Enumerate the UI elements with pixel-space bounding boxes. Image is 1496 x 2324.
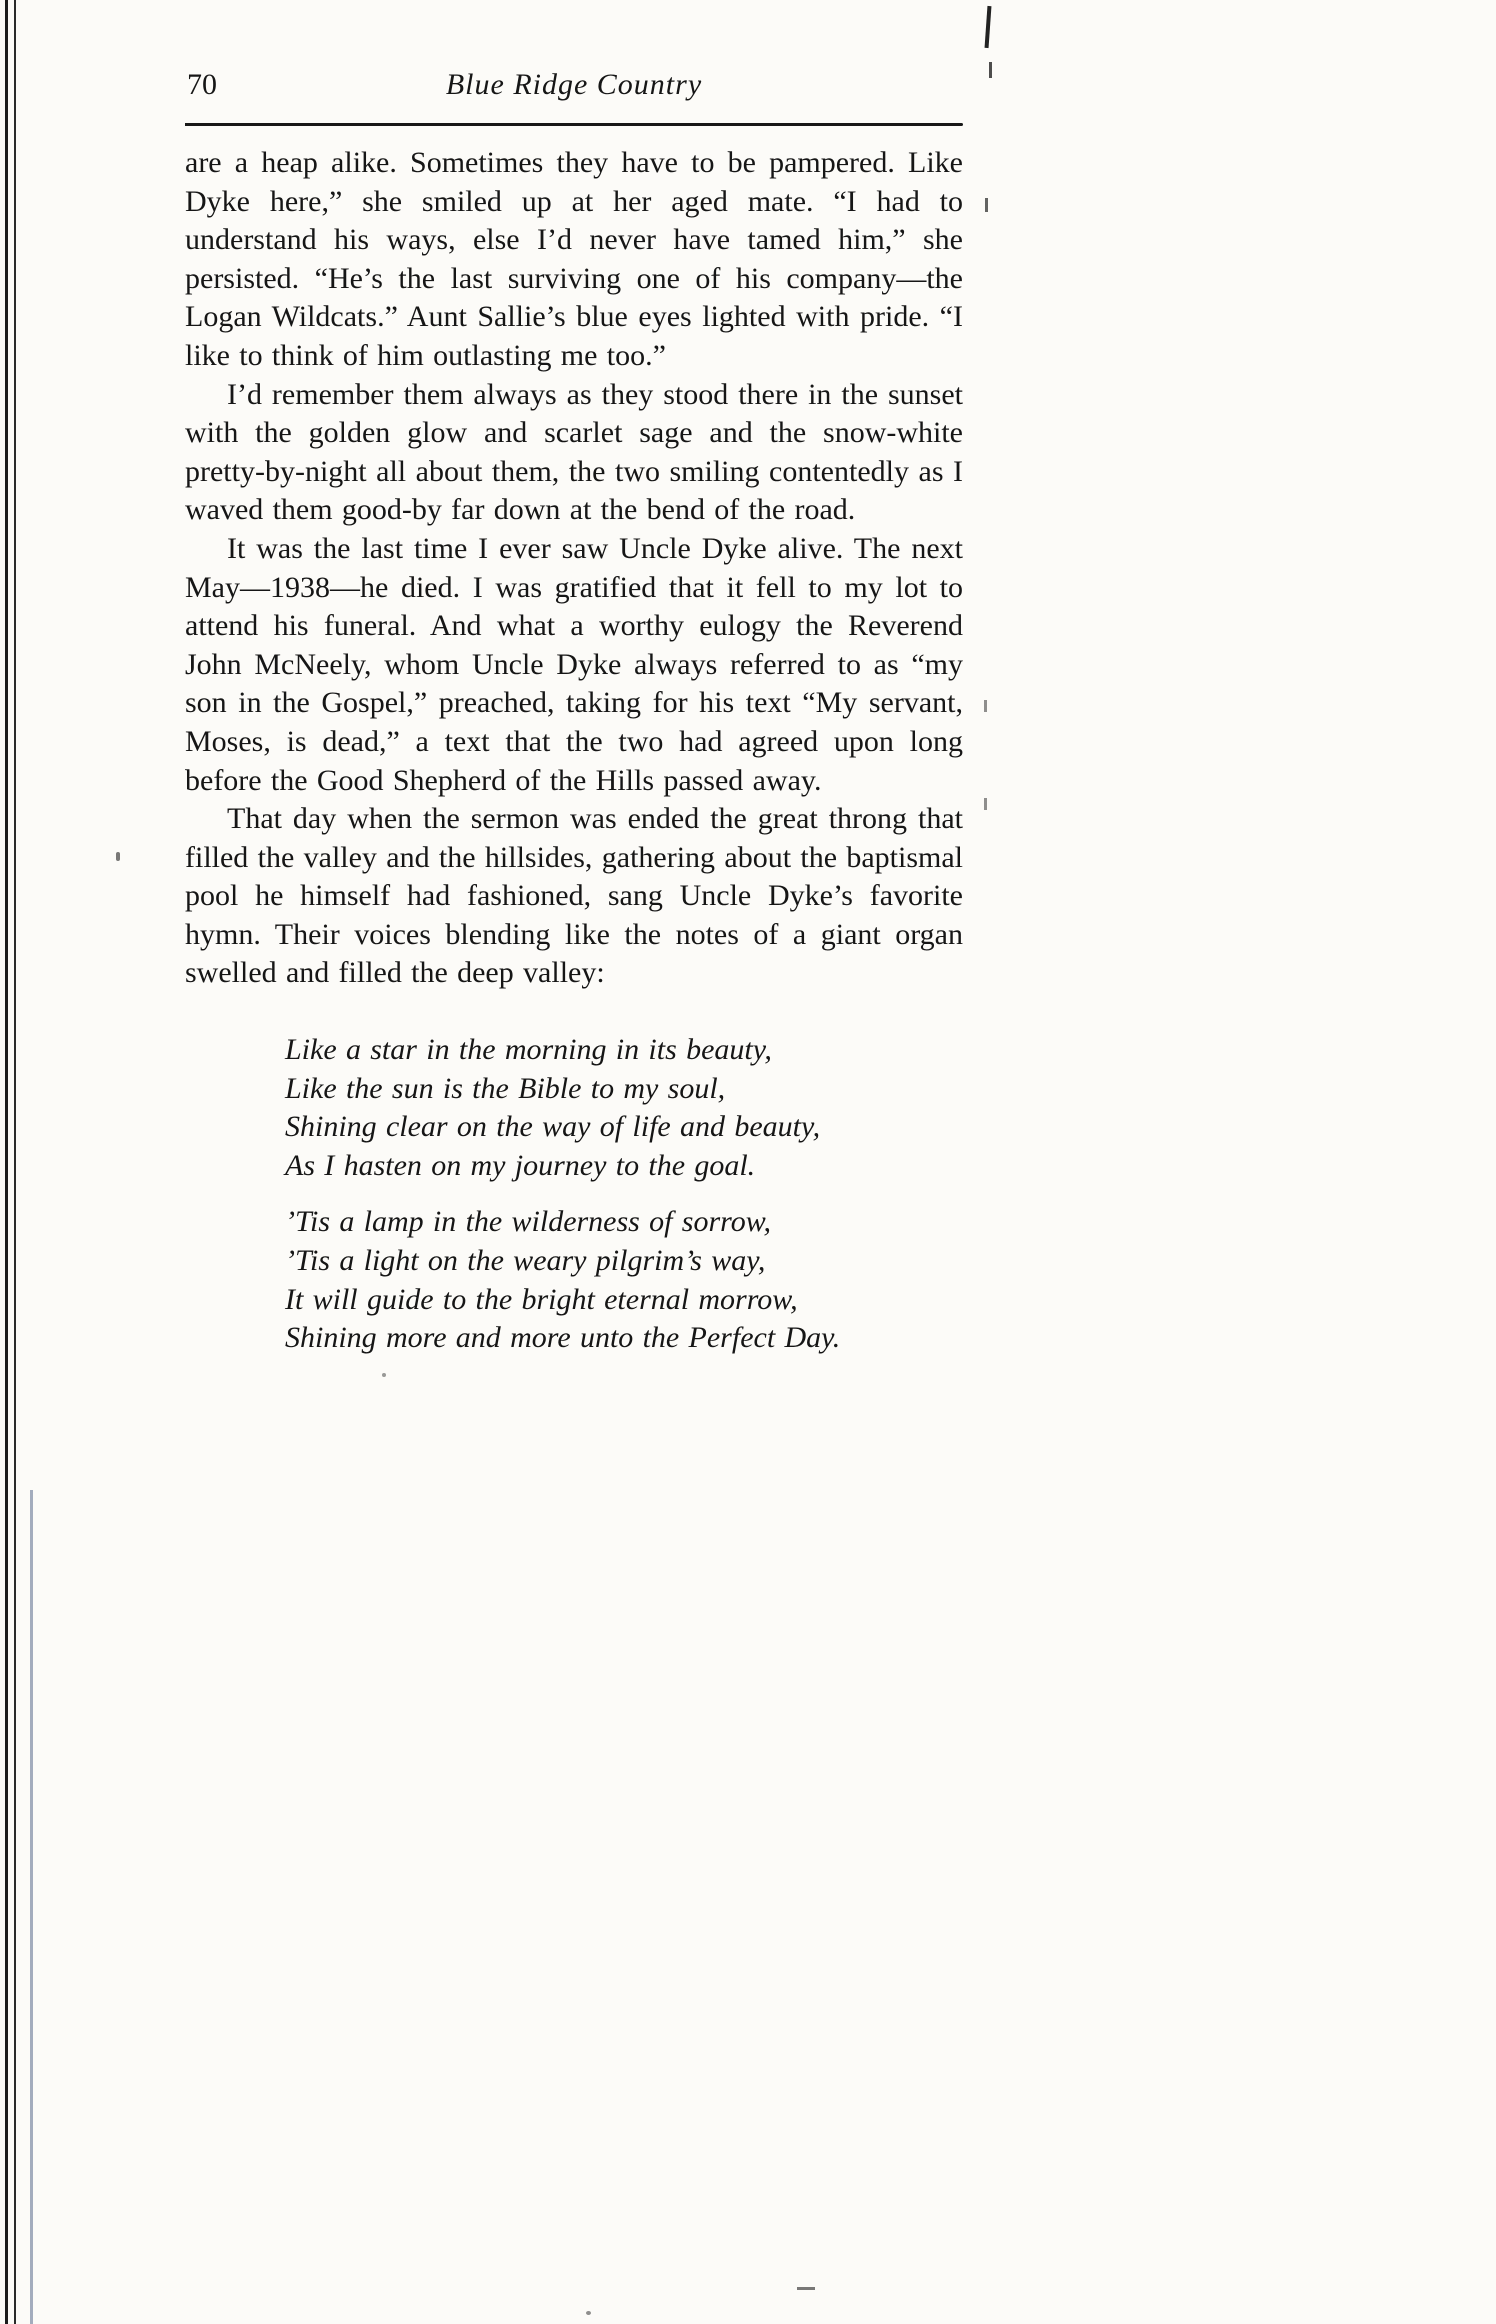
paragraph: are a heap alike. Sometimes they have to be pampered. Like Dyke here,” she smiled up at her aged mate. “I had to understand his ways, else I’d never have tamed him,” she persisted. “He’s the last surviving one of his company—the Logan Wildcats.” Aunt Sallie’s blue eyes lighted with pride. “I like to think of him outlasting me too.” xyxy=(185,146,963,372)
verse-line: It will guide to the bright eternal morrow, xyxy=(285,1282,798,1316)
scan-artifact xyxy=(984,798,987,810)
paragraph: It was the last time I ever saw Uncle Dyke alive. The next May—1938—he died. I was gratified that it fell to my lot to attend his funeral. And what a worthy eulogy the Reverend John McNeely, whom Uncle Dyke always referred to as “my son in the Gospel,” preached, taking for his text “My servant, Moses, is dead,” a text that the two had agreed upon long before the Good Shepherd of the Hills passed away. xyxy=(185,531,963,797)
verse-line: ’Tis a light on the weary pilgrim’s way, xyxy=(285,1244,766,1278)
scan-artifact xyxy=(985,198,988,212)
header-rule xyxy=(185,123,963,126)
scan-artifact xyxy=(116,852,120,861)
binding-line-bottom xyxy=(30,1490,33,2324)
scan-artifact xyxy=(984,700,987,712)
verse-line: Like a star in the morning in its beauty, xyxy=(285,1033,772,1067)
verse-line: Shining more and more unto the Perfect Day. xyxy=(285,1321,841,1355)
running-title: Blue Ridge Country xyxy=(445,68,703,101)
hymn-stanza-1 xyxy=(285,1031,963,1185)
scan-artifact xyxy=(989,62,992,78)
scan-artifact xyxy=(797,2287,815,2290)
verse-line: Shining clear on the way of life and beauty, xyxy=(285,1110,821,1144)
text-column xyxy=(185,64,963,1358)
paragraph: I’d remember them always as they stood there in the sunset with the golden glow and scarlet sage and the snow-white pretty-by-night all about them, the two smiling contentedly as I waved them good-by far down at the bend of the road. xyxy=(185,377,963,527)
paragraph: That day when the sermon was ended the great throng that filled the valley and the hillsides, gathering about the baptismal pool he himself had fashioned, sang Uncle Dyke’s favorite hymn. Their voices blending like the notes of a giant organ swelled and filled the deep valley: xyxy=(185,802,963,990)
scan-artifact xyxy=(985,6,992,48)
body-text xyxy=(185,144,963,1358)
page-number: 70 xyxy=(187,68,217,101)
verse-line: ’Tis a lamp in the wilderness of sorrow, xyxy=(285,1205,771,1239)
verse-line: As I hasten on my journey to the goal. xyxy=(285,1148,756,1182)
hymn-stanza-2 xyxy=(285,1203,963,1357)
verse-line: Like the sun is the Bible to my soul, xyxy=(285,1071,726,1105)
running-head xyxy=(185,64,963,108)
scan-artifact xyxy=(382,1373,386,1377)
binding-line-inner xyxy=(14,0,16,2324)
binding-line-outer xyxy=(5,0,8,2324)
scan-artifact xyxy=(586,2311,591,2315)
